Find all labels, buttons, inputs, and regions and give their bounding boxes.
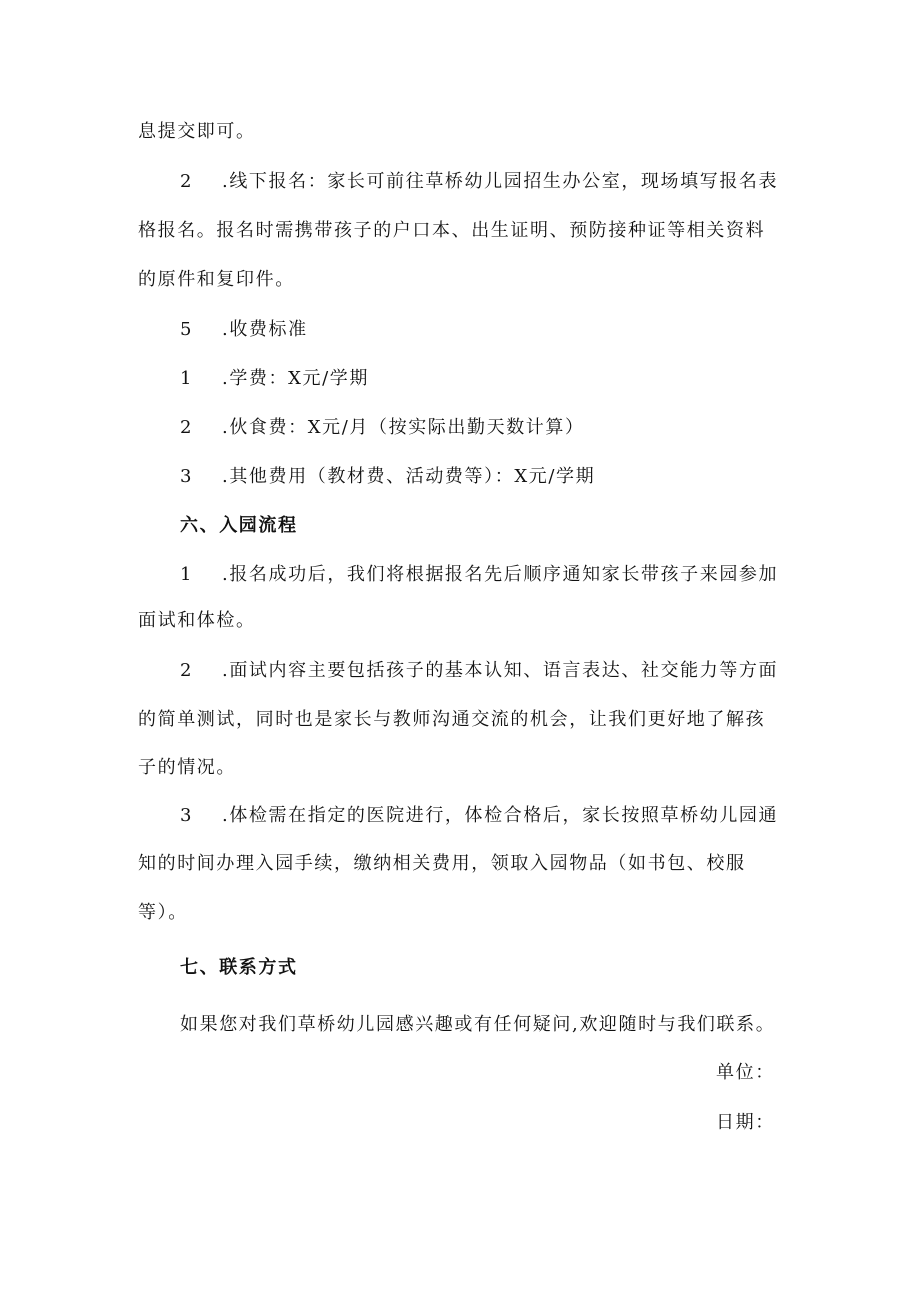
- heading-text: 六、入园流程: [180, 515, 298, 536]
- line-text: 如果您对我们草桥幼儿园感兴趣或有任何疑问,欢迎随时与我们联系。: [180, 1014, 776, 1035]
- paragraph-line: [138, 120, 256, 144]
- paragraph-line: [138, 219, 765, 243]
- line-text: .面试内容主要包括孩子的基本认知、语言表达、社交能力等方面: [222, 660, 779, 681]
- list-item-meal-fee: [180, 416, 585, 440]
- list-number: 3: [180, 466, 192, 487]
- line-text: .伙食费：X元/月（按实际出勤天数计算）: [222, 417, 585, 438]
- list-number: 1: [180, 564, 192, 585]
- list-number: 2: [180, 171, 192, 192]
- line-text: 单位：: [716, 1062, 775, 1083]
- paragraph-line: [138, 268, 295, 292]
- section-heading-fees: [180, 318, 308, 342]
- paragraph-line: [138, 901, 188, 925]
- line-text: 的原件和复印件。: [138, 269, 295, 290]
- list-item-interview: [180, 659, 778, 683]
- line-text: 息提交即可。: [138, 121, 256, 142]
- line-text: .收费标准: [222, 319, 308, 340]
- list-item-notification: [180, 563, 778, 587]
- line-text: .线下报名：家长可前往草桥幼儿园招生办公室，现场填写报名表: [222, 171, 779, 192]
- paragraph-line: [138, 756, 236, 780]
- list-number: 2: [180, 417, 192, 438]
- line-text: .学费：X元/学期: [222, 368, 369, 389]
- line-text: .体检需在指定的医院进行，体检合格后，家长按照草桥幼儿园通: [222, 805, 779, 826]
- section-heading-contact: [180, 956, 298, 980]
- paragraph-line: [138, 609, 256, 633]
- signature-date-label: [716, 1111, 775, 1135]
- list-item-online-offline-registration: [180, 170, 778, 194]
- line-text: 日期：: [716, 1112, 775, 1133]
- line-text: 面试和体检。: [138, 610, 256, 631]
- line-text: 等）。: [138, 902, 188, 923]
- list-number: 3: [180, 805, 192, 826]
- signature-unit-label: [716, 1061, 775, 1085]
- line-text: .报名成功后，我们将根据报名先后顺序通知家长带孩子来园参加: [222, 564, 779, 585]
- list-item-health-check: [180, 804, 778, 828]
- list-number: 1: [180, 368, 192, 389]
- line-text: 知的时间办理入园手续，缴纳相关费用，领取入园物品（如书包、校服: [138, 853, 746, 874]
- line-text: 子的情况。: [138, 757, 236, 778]
- line-text: .其他费用（教材费、活动费等）：X元/学期: [222, 466, 596, 487]
- section-number: 5: [180, 319, 192, 340]
- line-text: 的简单测试，同时也是家长与教师沟通交流的机会，让我们更好地了解孩: [138, 709, 766, 730]
- list-item-other-fees: [180, 465, 595, 489]
- list-number: 2: [180, 660, 192, 681]
- paragraph-line: [138, 852, 746, 876]
- line-text: 格报名。报名时需携带孩子的户口本、出生证明、预防接种证等相关资料: [138, 220, 766, 241]
- paragraph-line: [138, 708, 765, 732]
- heading-text: 七、联系方式: [180, 957, 298, 978]
- contact-paragraph: [180, 1013, 775, 1037]
- section-heading-enrollment-process: [180, 514, 298, 538]
- list-item-tuition: [180, 367, 369, 391]
